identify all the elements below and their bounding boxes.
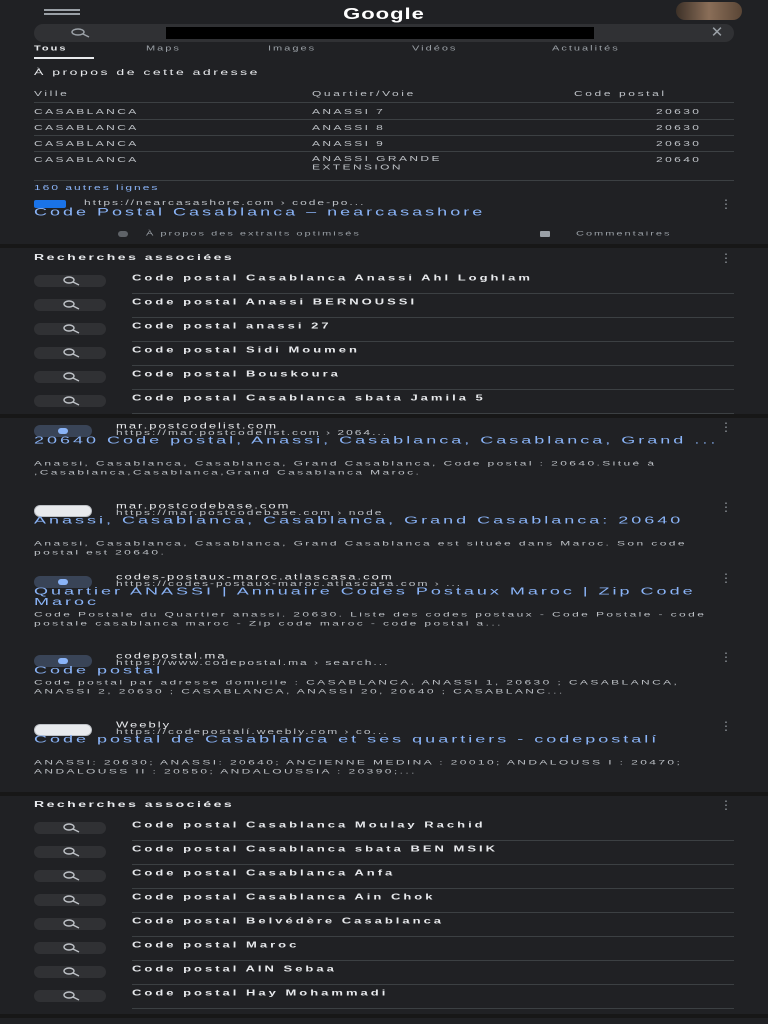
related-search-link[interactable]: Code postal Casablanca sbata Jamila 5 bbox=[132, 393, 486, 403]
more-vert-icon[interactable]: ⋮ bbox=[720, 798, 732, 812]
cell-city: CASABLANCA bbox=[34, 123, 139, 132]
tab-all[interactable]: Tous bbox=[34, 44, 68, 53]
more-vert-icon[interactable]: ⋮ bbox=[720, 719, 732, 733]
feedback-icon[interactable] bbox=[540, 231, 550, 237]
column-street: Quartier/Voie bbox=[312, 89, 416, 98]
search-icon bbox=[34, 822, 106, 834]
search-icon bbox=[34, 299, 106, 311]
related-search-link[interactable]: Code postal Casablanca sbata BEN MSIK bbox=[132, 844, 499, 854]
search-icon bbox=[34, 918, 106, 930]
source-title[interactable]: Code Postal Casablanca – nearcasashore bbox=[34, 206, 486, 218]
cell-city: CASABLANCA bbox=[34, 155, 139, 164]
site-name[interactable]: codes-postaux-maroc.atlascasa.com bbox=[116, 572, 394, 582]
related-search-link[interactable]: Code postal Casablanca Anfa bbox=[132, 868, 396, 878]
search-input[interactable] bbox=[34, 24, 734, 42]
cell-street: ANASSI 9 bbox=[312, 139, 386, 148]
search-tabs bbox=[0, 44, 768, 60]
related-search-link[interactable]: Code postal Casablanca Moulay Rachid bbox=[132, 820, 486, 830]
tab-videos[interactable]: Vidéos bbox=[412, 44, 458, 53]
feedback-link[interactable]: Commentaires bbox=[576, 230, 672, 238]
row-divider bbox=[132, 365, 734, 366]
related-search-link[interactable]: Code postal Bouskoura bbox=[132, 369, 341, 379]
result-title[interactable]: Code postal bbox=[34, 664, 164, 677]
section-divider bbox=[0, 244, 768, 248]
search-icon bbox=[34, 966, 106, 978]
column-city: Ville bbox=[34, 89, 70, 98]
search-icon bbox=[34, 870, 106, 882]
globe-glyph bbox=[58, 428, 68, 434]
row-divider bbox=[132, 984, 734, 985]
section-divider bbox=[0, 792, 768, 796]
cell-postal-code: 20630 bbox=[656, 123, 702, 132]
cell-postal-code: 20640 bbox=[656, 155, 702, 164]
tab-news[interactable]: Actualités bbox=[552, 44, 620, 53]
section-divider bbox=[0, 414, 768, 418]
result-title[interactable]: Anassi, Casablanca, Casablanca, Grand Casablanca: 20640 bbox=[34, 514, 684, 527]
row-divider bbox=[132, 341, 734, 342]
google-logo[interactable]: Google bbox=[343, 4, 425, 23]
related-search-link[interactable]: Code postal anassi 27 bbox=[132, 321, 332, 331]
active-tab-indicator bbox=[34, 57, 94, 59]
result-url[interactable]: https://codes-postaux-maroc.atlascasa.com › ... bbox=[116, 579, 463, 588]
site-name[interactable]: mar.postcodebase.com bbox=[116, 501, 291, 511]
more-vert-icon[interactable]: ⋮ bbox=[720, 650, 732, 664]
column-postal-code: Code postal bbox=[574, 89, 667, 98]
result-url[interactable]: https://mar.postcodebase.com › node bbox=[116, 508, 384, 517]
related-search-link[interactable]: Code postal Anassi BERNOUSSI bbox=[132, 297, 418, 307]
result-title[interactable]: Quartier ANASSI | Annuaire Codes Postaux Maroc | Zip Code Maroc bbox=[34, 585, 696, 608]
search-icon bbox=[34, 347, 106, 359]
cell-postal-code: 20630 bbox=[656, 107, 702, 116]
search-icon bbox=[34, 395, 106, 407]
cell-street: ANASSI 7 bbox=[312, 107, 386, 116]
more-vert-icon[interactable]: ⋮ bbox=[720, 420, 732, 434]
cell-city: CASABLANCA bbox=[34, 139, 139, 148]
related-searches-title: Recherches associées bbox=[34, 799, 235, 809]
cell-street: ANASSI 8 bbox=[312, 123, 386, 132]
row-divider bbox=[132, 864, 734, 865]
row-divider bbox=[132, 293, 734, 294]
result-title[interactable]: Code postal de Casablanca et ses quartiers - codepostalí bbox=[34, 733, 660, 746]
result-snippet: Anassi, Casablanca, Casablanca, Grand Casablanca, Code postal : 20640.Situé à ,Casablanca,Casablanca,Grand Casablanca Maroc. bbox=[34, 459, 657, 477]
row-divider bbox=[132, 888, 734, 889]
search-icon bbox=[34, 323, 106, 335]
address-box-title: À propos de cette adresse bbox=[34, 67, 260, 77]
top-bar bbox=[0, 0, 768, 24]
result-snippet: Code Postale du Quartier anassi. 20630. Liste des codes postaux - Code Postale - code postale casablanca maroc - Zip code maroc - code postal a... bbox=[34, 610, 707, 628]
site-name[interactable]: mar.postcodelist.com bbox=[116, 421, 279, 431]
related-search-link[interactable]: Code postal AIN Sebaa bbox=[132, 964, 337, 974]
more-rows-link[interactable]: 160 autres lignes bbox=[34, 183, 160, 192]
search-icon bbox=[34, 275, 106, 287]
related-searches-title: Recherches associées bbox=[34, 252, 235, 262]
tab-images[interactable]: Images bbox=[268, 44, 317, 53]
about-snippets-link[interactable]: À propos des extraits optimisés bbox=[146, 230, 361, 238]
related-search-link[interactable]: Code postal Hay Mohammadi bbox=[132, 988, 389, 998]
help-icon[interactable] bbox=[118, 231, 128, 237]
result-url[interactable]: https://codepostalí.weebly.com › co... bbox=[116, 727, 389, 736]
more-vert-icon[interactable]: ⋮ bbox=[720, 251, 732, 265]
search-icon bbox=[62, 27, 102, 39]
search-icon bbox=[34, 990, 106, 1002]
result-title[interactable]: 20640 Code postal, Anassi, Casablanca, Casablanca, Grand ... bbox=[34, 434, 719, 447]
table-divider bbox=[34, 102, 734, 103]
search-icon bbox=[34, 894, 106, 906]
more-vert-icon[interactable]: ⋮ bbox=[720, 500, 732, 514]
related-search-link[interactable]: Code postal Casablanca Anassi Ahl Loghlam bbox=[132, 273, 533, 283]
table-divider bbox=[34, 180, 734, 181]
table-divider bbox=[34, 151, 734, 152]
table-divider bbox=[34, 135, 734, 136]
globe-glyph bbox=[58, 658, 68, 664]
more-vert-icon[interactable]: ⋮ bbox=[720, 197, 732, 211]
result-snippet: ANASSI: 20630; ANASSI: 20640; ANCIENNE MEDINA : 20010; ANDALOUSS I : 20470; ANDALOUSS II : 20550; ANDALOUSSIA : 20390;... bbox=[34, 758, 683, 776]
table-divider bbox=[34, 119, 734, 120]
row-divider bbox=[132, 840, 734, 841]
row-divider bbox=[132, 317, 734, 318]
site-name[interactable]: Weebly bbox=[116, 720, 172, 730]
cell-street: ANASSI GRANDE EXTENSION bbox=[312, 154, 442, 172]
result-url[interactable]: https://www.codepostal.ma › search... bbox=[116, 658, 390, 667]
cell-city: CASABLANCA bbox=[34, 107, 139, 116]
row-divider bbox=[132, 389, 734, 390]
row-divider bbox=[132, 1008, 734, 1009]
related-search-link[interactable]: Code postal Maroc bbox=[132, 940, 300, 950]
result-snippet: Anassi, Casablanca, Casablanca, Grand Casablanca est située dans Maroc. Son code postal est 20640. bbox=[34, 539, 687, 557]
result-url[interactable]: https://mar.postcodelist.com › 2064... bbox=[116, 428, 389, 437]
row-divider bbox=[132, 960, 734, 961]
more-vert-icon[interactable]: ⋮ bbox=[720, 571, 732, 585]
result-snippet: Code postal par adresse domicile : CASABLANCA. ANASSI 1, 20630 ; CASABLANCA, ANASSI 2, 20630 ; CASABLANCA, ANASSI 20, 20640 ; CASABLANC... bbox=[34, 678, 680, 696]
related-search-link[interactable]: Code postal Sidi Moumen bbox=[132, 345, 360, 355]
site-name[interactable]: codepostal.ma bbox=[116, 651, 227, 661]
source-url[interactable]: https://nearcasashore.com › code-po... bbox=[84, 198, 366, 207]
related-search-link[interactable]: Code postal Belvédère Casablanca bbox=[132, 916, 445, 926]
row-divider bbox=[132, 912, 734, 913]
tab-maps[interactable]: Maps bbox=[146, 44, 181, 53]
search-icon bbox=[34, 942, 106, 954]
globe-glyph bbox=[58, 579, 68, 585]
close-icon[interactable]: ✕ bbox=[710, 24, 724, 41]
search-icon bbox=[34, 371, 106, 383]
related-search-link[interactable]: Code postal Casablanca Ain Chok bbox=[132, 892, 436, 902]
redacted-query bbox=[166, 27, 594, 39]
search-icon bbox=[34, 846, 106, 858]
row-divider bbox=[132, 936, 734, 937]
avatar[interactable] bbox=[676, 2, 742, 20]
cell-postal-code: 20630 bbox=[656, 139, 702, 148]
section-divider bbox=[0, 1014, 768, 1018]
